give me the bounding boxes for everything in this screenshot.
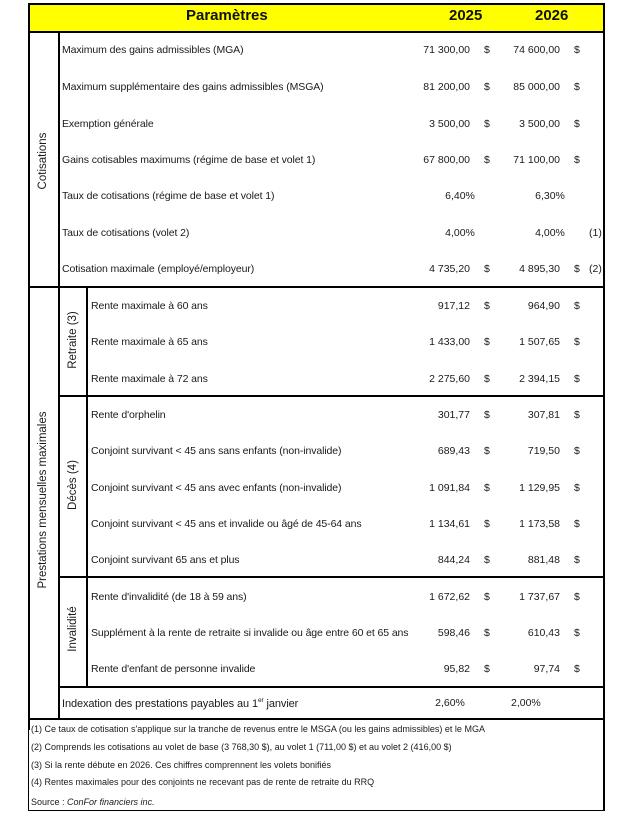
footnote-3: (3) Si la rente débute en 2026. Ces chiffres comprennent les volets bonifiés <box>31 760 332 770</box>
currency-2025: $ <box>484 518 490 530</box>
prestation-row-2025: 598,46 <box>437 627 470 639</box>
currency-2026: $ <box>574 627 580 639</box>
prestation-row-2026: 610,43 <box>527 627 560 639</box>
cotisation-row-label: Gains cotisables maximums (régime de base et volet 1) <box>62 154 316 166</box>
cotisation-row-2026: 4,00% <box>535 227 565 239</box>
indexation-label-text: Indexation des prestations payables au 1 <box>62 698 258 710</box>
prestation-row-2026: 1 129,95 <box>519 482 560 494</box>
currency-2025: $ <box>484 591 490 603</box>
currency-2026: $ <box>574 482 580 494</box>
currency-2026: $ <box>574 44 580 56</box>
currency-2025: $ <box>484 409 490 421</box>
divider-group-column <box>86 286 88 687</box>
currency-2025: $ <box>484 554 490 566</box>
prestation-row-2026: 719,50 <box>527 445 560 457</box>
prestation-row-2026: 307,81 <box>527 409 560 421</box>
prestation-row-label: Conjoint survivant 65 ans et plus <box>91 554 240 566</box>
prestation-row-2025: 95,82 <box>443 663 470 675</box>
prestation-row-2025: 301,77 <box>437 409 470 421</box>
footnotes-bottom-border <box>28 810 605 811</box>
prestation-row-label: Rente d'enfant de personne invalide <box>91 663 256 675</box>
currency-2026: $ <box>574 263 580 275</box>
group-label-invalidite: Invalidité <box>67 606 79 652</box>
indexation-label-suffix: janvier <box>263 698 299 710</box>
divider-section-column <box>58 31 60 718</box>
currency-2026: $ <box>574 445 580 457</box>
currency-2026: $ <box>574 591 580 603</box>
currency-2025: $ <box>484 663 490 675</box>
prestation-row-2026: 1 173,58 <box>519 518 560 530</box>
prestation-row-2025: 1 134,61 <box>429 518 470 530</box>
currency-2025: $ <box>484 44 490 56</box>
prestation-row-label: Rente d'invalidité (de 18 à 59 ans) <box>91 591 247 603</box>
prestation-row-2025: 917,12 <box>437 300 470 312</box>
cotisation-row-label: Cotisation maximale (employé/employeur) <box>62 263 255 275</box>
currency-2025: $ <box>484 263 490 275</box>
currency-2025: $ <box>484 118 490 130</box>
cotisation-row-note: (2) <box>589 263 602 275</box>
prestation-row-2026: 881,48 <box>527 554 560 566</box>
prestation-row-2026: 964,90 <box>527 300 560 312</box>
footnote-4: (4) Rentes maximales pour des conjoints ne recevant pas de rente de retraite du RRQ <box>31 777 375 787</box>
currency-2025: $ <box>484 445 490 457</box>
prestation-row-2026: 2 394,15 <box>519 373 560 385</box>
currency-2026: $ <box>574 336 580 348</box>
prestation-row-2026: 97,74 <box>533 663 560 675</box>
table-header <box>29 4 603 31</box>
currency-2025: $ <box>484 336 490 348</box>
cotisation-row-2025: 4 735,20 <box>429 263 470 275</box>
header-year-2026: 2026 <box>535 7 569 24</box>
divider-invalidite-indexation <box>58 686 605 688</box>
currency-2026: $ <box>574 409 580 421</box>
footnote-1: (1) Ce taux de cotisation s'applique sur la tranche de revenus entre le MSGA (ou les gains admissibles) et le MGA <box>31 724 485 734</box>
cotisation-row-2026: 74 600,00 <box>513 44 560 56</box>
header-year-2025: 2025 <box>449 7 483 24</box>
divider-footnotes <box>28 718 605 720</box>
prestation-row-2025: 1 433,00 <box>429 336 470 348</box>
currency-2026: $ <box>574 81 580 93</box>
currency-2026: $ <box>574 373 580 385</box>
cotisation-row-2025: 71 300,00 <box>423 44 470 56</box>
prestation-row-2025: 689,43 <box>437 445 470 457</box>
footnotes-left-border <box>28 718 29 811</box>
prestation-row-2025: 1 091,84 <box>429 482 470 494</box>
prestation-row-label: Rente d'orphelin <box>91 409 166 421</box>
cotisation-row-2025: 3 500,00 <box>429 118 470 130</box>
prestation-row-label: Conjoint survivant < 45 ans sans enfants (non-invalide) <box>91 445 342 457</box>
cotisation-row-note: (1) <box>589 227 602 239</box>
section-label-prestations: Prestations mensuelles maximales <box>37 411 49 589</box>
prestation-row-label: Conjoint survivant < 45 ans avec enfants (non-invalide) <box>91 482 342 494</box>
prestation-row-2025: 844,24 <box>437 554 470 566</box>
currency-2025: $ <box>484 373 490 385</box>
cotisation-row-2025: 4,00% <box>445 227 475 239</box>
prestation-row-label: Supplément à la rente de retraite si invalide ou âge entre 60 et 65 ans <box>91 627 409 639</box>
footnotes-right-border <box>603 718 605 811</box>
header-parametres: Paramètres <box>186 7 268 24</box>
group-label-retraite: Retraite (3) <box>67 311 79 369</box>
source-prefix: Source : <box>31 797 68 807</box>
cotisation-row-label: Taux de cotisations (régime de base et volet 1) <box>62 190 275 202</box>
cotisation-row-2026: 4 895,30 <box>519 263 560 275</box>
divider-cotisations-prestations <box>28 286 605 288</box>
cotisation-row-2025: 81 200,00 <box>423 81 470 93</box>
currency-2026: $ <box>574 554 580 566</box>
divider-deces-invalidite <box>58 576 605 578</box>
cotisation-row-2026: 3 500,00 <box>519 118 560 130</box>
currency-2026: $ <box>574 518 580 530</box>
currency-2025: $ <box>484 482 490 494</box>
currency-2025: $ <box>484 300 490 312</box>
indexation-label-sup: er <box>257 697 264 704</box>
indexation-2026: 2,00% <box>511 697 541 709</box>
currency-2025: $ <box>484 81 490 93</box>
prestation-row-label: Rente maximale à 65 ans <box>91 336 208 348</box>
cotisation-row-2026: 71 100,00 <box>513 154 560 166</box>
currency-2026: $ <box>574 300 580 312</box>
prestation-row-label: Rente maximale à 72 ans <box>91 373 208 385</box>
source-line <box>31 797 155 807</box>
currency-2026: $ <box>574 118 580 130</box>
prestation-row-2026: 1 737,67 <box>519 591 560 603</box>
divider-retraite-deces <box>58 395 605 397</box>
currency-2026: $ <box>574 663 580 675</box>
currency-2026: $ <box>574 154 580 166</box>
border-top <box>28 3 605 5</box>
source-name: ConFor financiers inc. <box>67 797 155 807</box>
border-header-bottom <box>28 31 605 33</box>
prestation-row-label: Conjoint survivant < 45 ans et invalide ou âgé de 45-64 ans <box>91 518 362 530</box>
border-left <box>28 3 30 730</box>
currency-2025: $ <box>484 627 490 639</box>
section-label-cotisations: Cotisations <box>37 132 49 190</box>
prestation-row-2026: 1 507,65 <box>519 336 560 348</box>
cotisation-row-2025: 67 800,00 <box>423 154 470 166</box>
cotisation-row-label: Exemption générale <box>62 118 154 130</box>
cotisation-row-label: Maximum supplémentaire des gains admissibles (MSGA) <box>62 81 324 93</box>
prestation-row-label: Rente maximale à 60 ans <box>91 300 208 312</box>
currency-2025: $ <box>484 154 490 166</box>
indexation-2025: 2,60% <box>435 697 465 709</box>
cotisation-row-label: Maximum des gains admissibles (MGA) <box>62 44 244 56</box>
cotisation-row-2026: 85 000,00 <box>513 81 560 93</box>
indexation-label <box>62 697 298 710</box>
group-label-deces: Décès (4) <box>67 460 79 510</box>
cotisation-row-2026: 6,30% <box>535 190 565 202</box>
cotisation-row-label: Taux de cotisations (volet 2) <box>62 227 190 239</box>
footnote-2: (2) Comprends les cotisations au volet de base (3 768,30 $), au volet 1 (711,00 $) et au volet 2 (416,00 $) <box>31 742 452 752</box>
border-right <box>603 3 605 730</box>
prestation-row-2025: 2 275,60 <box>429 373 470 385</box>
prestation-row-2025: 1 672,62 <box>429 591 470 603</box>
cotisation-row-2025: 6,40% <box>445 190 475 202</box>
